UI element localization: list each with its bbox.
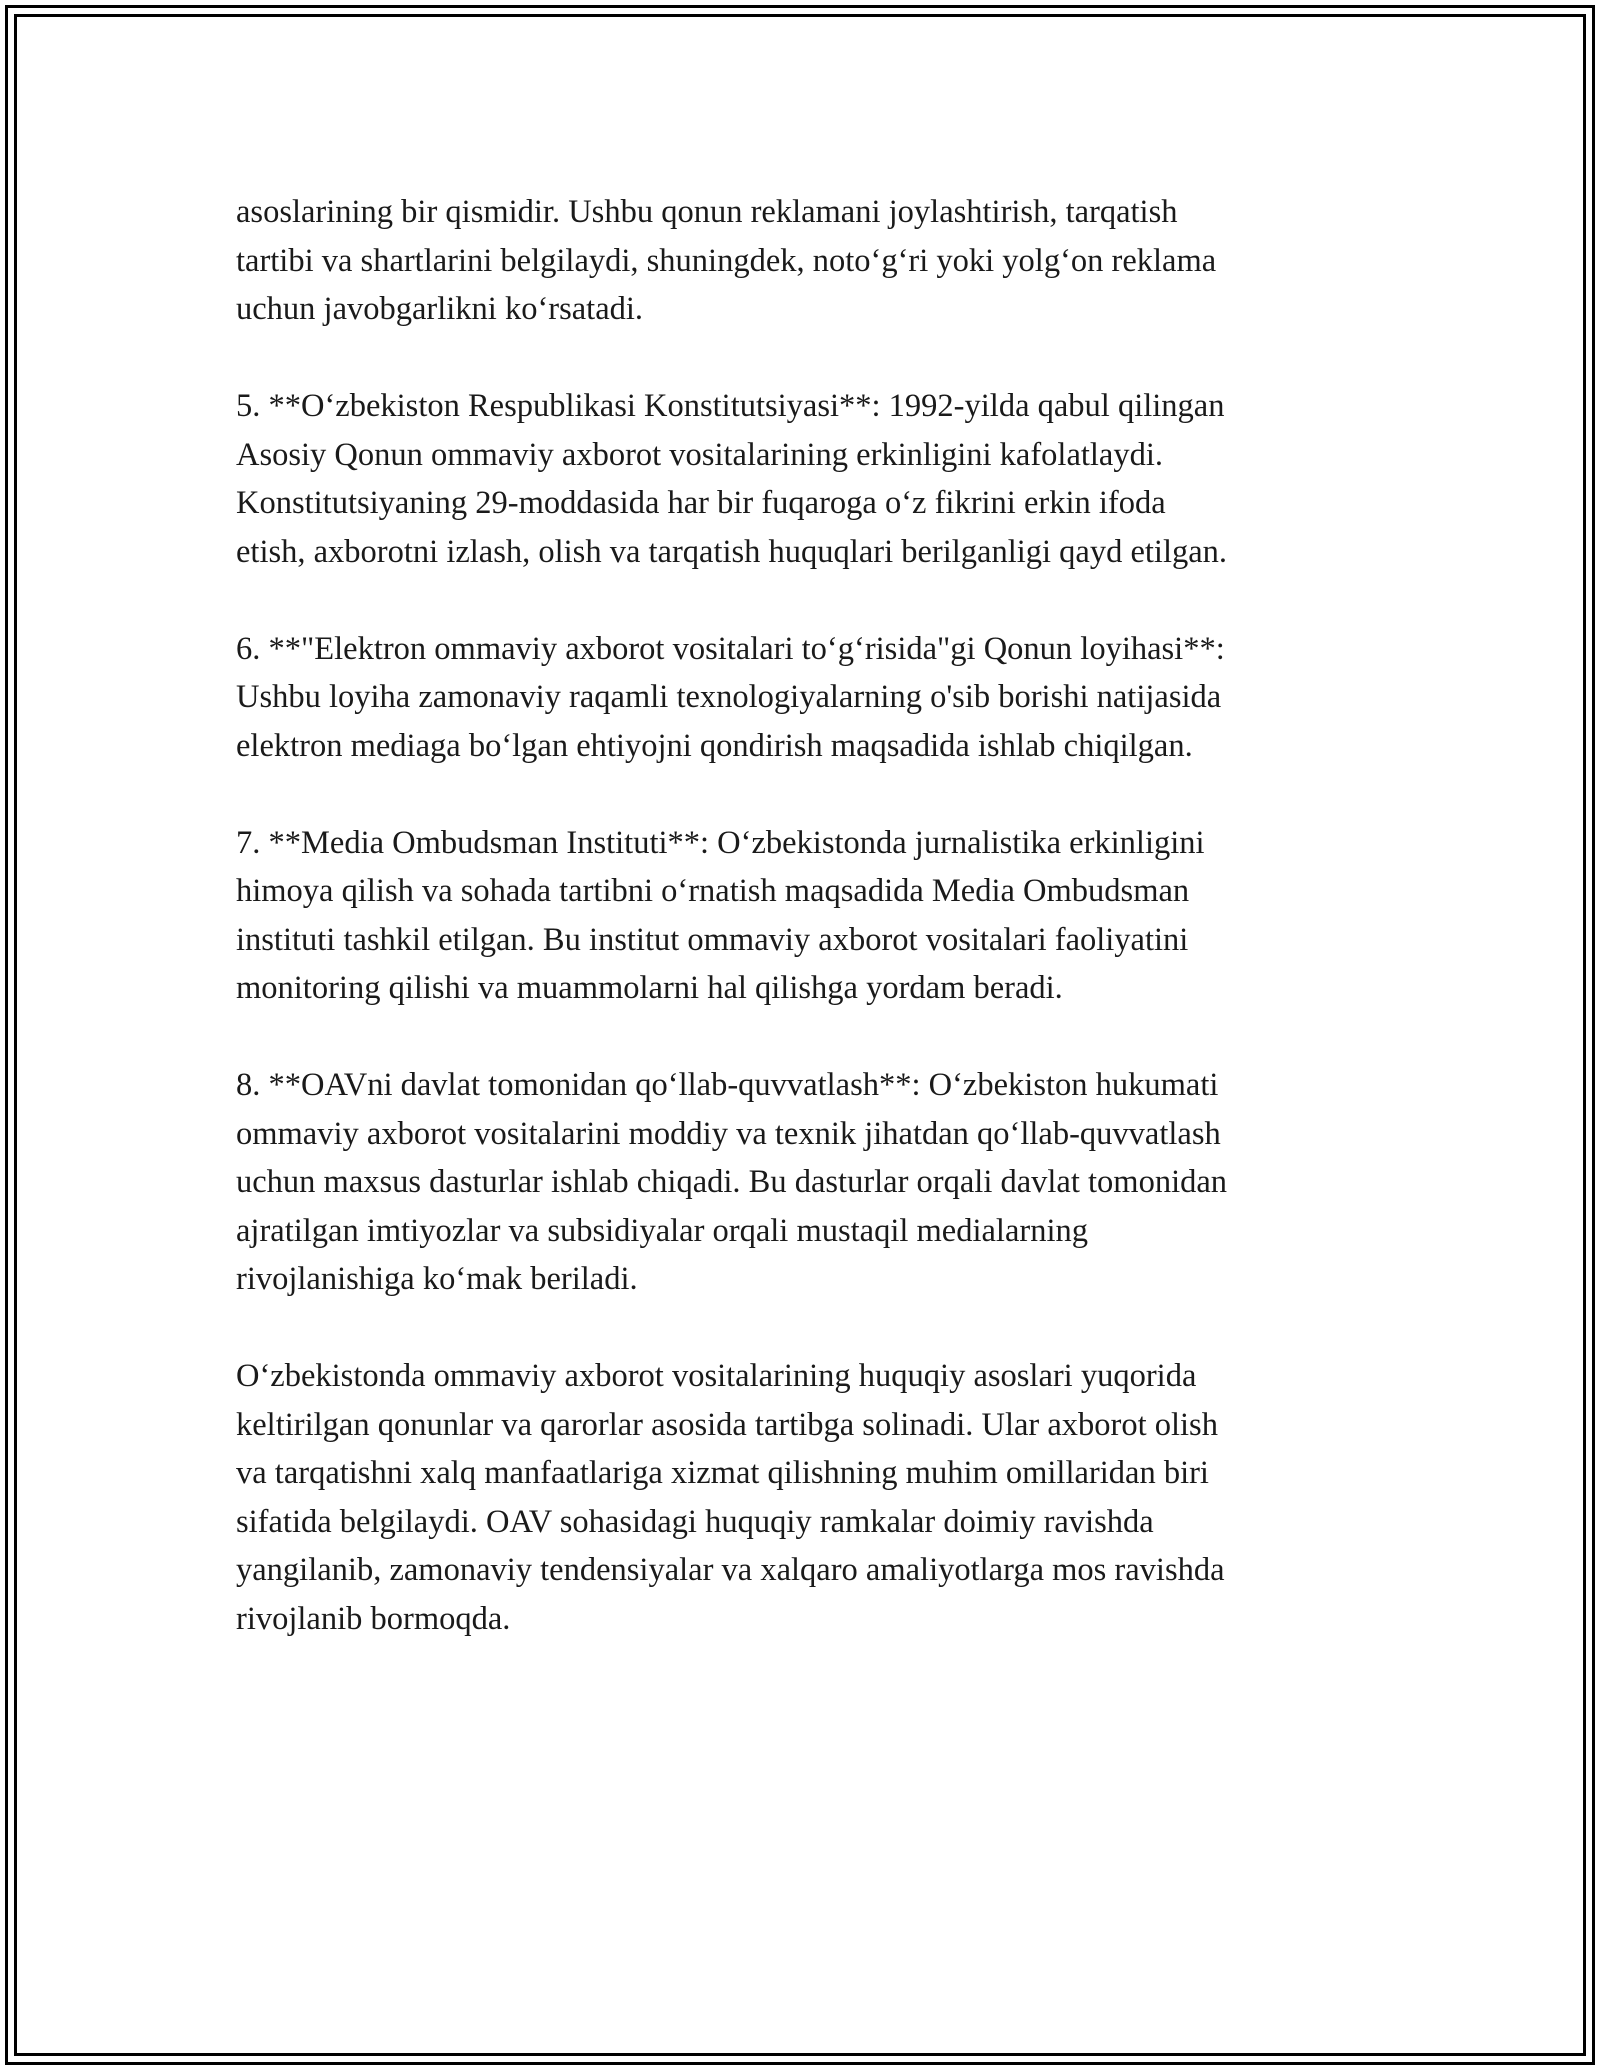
paragraph-media-ombudsman: 7. **Media Ombudsman Instituti**: O‘zbekistonda jurnalistika erkinligini himoya qilish va sohada tartibni o‘rnatish maqsadida Media Ombudsman instituti tashkil etilgan. Bu institut ommaviy axborot vositalari faoliyatini monitoring qilishi va muammolarni hal qilishga yordam beradi. xyxy=(236,824,1205,1006)
document-body xyxy=(236,188,1376,1692)
paragraph-advertising-law-continuation: asoslarining bir qismidir. Ushbu qonun reklamani joylashtirish, tarqatish tartibi va shartlarini belgilaydi, shuningdek, noto‘g‘ri yoki yolg‘on reklama uchun javobgarlikni ko‘rsatadi. xyxy=(236,194,1217,327)
paragraph-constitution: 5. **O‘zbekiston Respublikasi Konstitutsiyasi**: 1992-yilda qabul qilingan Asosiy Qonun ommaviy axborot vositalarining erkinligini kafolatlaydi. Konstitutsiyaning 29-moddasida har bir fuqaroga o‘z fikrini erkin ifoda etish, axborotni izlash, olish va tarqatish huquqlari berilganligi qayd etilgan. xyxy=(236,388,1228,570)
paragraph-conclusion: O‘zbekistonda ommaviy axborot vositalarining huquqiy asoslari yuqorida keltirilgan qonunlar va qarorlar asosida tartibga solinadi. Ular axborot olish va tarqatishni xalq manfaatlariga xizmat qilishning muhim omillaridan biri sifatida belgilaydi. OAV sohasidagi huquqiy ramkalar doimiy ravishda yangilanib, zamonaviy tendensiyalar va xalqaro amaliyotlarga mos ravishda rivojlanib bormoqda. xyxy=(236,1358,1225,1637)
paragraph-electronic-media-law: 6. **"Elektron ommaviy axborot vositalari to‘g‘risida"gi Qonun loyihasi**: Ushbu loyiha zamonaviy raqamli texnologiyalarning o'sib borishi natijasida elektron mediaga bo‘lgan ehtiyojni qondirish maqsadida ishlab chiqilgan. xyxy=(236,630,1225,764)
paragraph-state-support: 8. **OAVni davlat tomonidan qo‘llab-quvvatlash**: O‘zbekiston hukumati ommaviy axborot vositalarini moddiy va texnik jihatdan qo‘llab-quvvatlash uchun maxsus dasturlar ishlab chiqadi. Bu dasturlar orqali davlat tomonidan ajratilgan imtiyozlar va subsidiyalar orqali mustaqil medialarning rivojlanishiga ko‘mak beriladi. xyxy=(236,1067,1228,1297)
